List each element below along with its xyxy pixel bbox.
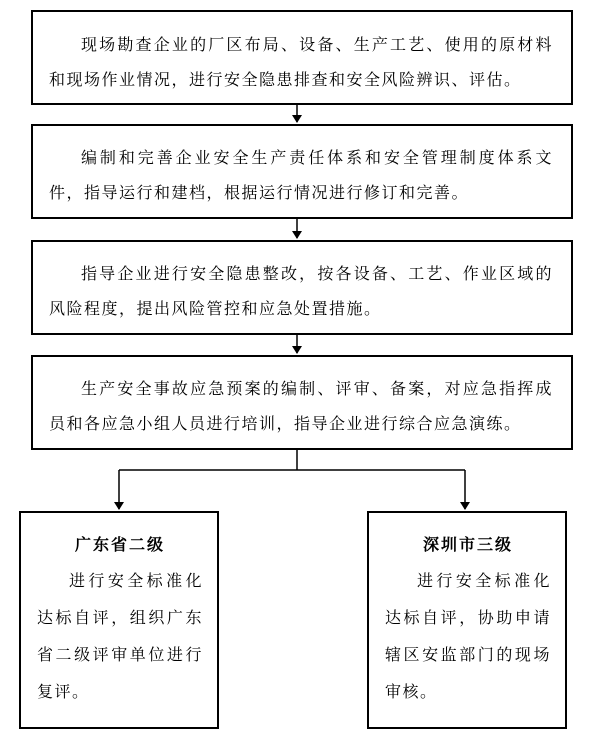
step-box-hazard-rectification [31, 240, 573, 335]
branch-text: 进行安全标准化达标自评，协助申请辖区安监部门的现场审核。 [385, 571, 551, 701]
branch-text: 进行安全标准化达标自评，组织广东省二级评审单位进行复评。 [37, 571, 203, 701]
step-text: 现场勘查企业的厂区布局、设备、生产工艺、使用的原材料和现场作业情况，进行安全隐患排查和安全风险辨识、评估。 [49, 35, 553, 89]
step-box-emergency-plan [31, 355, 573, 450]
step-box-site-survey [31, 10, 573, 105]
step-box-system-documents [31, 124, 573, 219]
step-text: 生产安全事故应急预案的编制、评审、备案，对应急指挥成员和各应急小组人员进行培训，指导企业进行综合应急演练。 [49, 379, 553, 433]
step-text: 指导企业进行安全隐患整改，按各设备、工艺、作业区域的风险程度，提出风险管控和应急处置措施。 [49, 264, 553, 318]
step-text: 编制和完善企业安全生产责任体系和安全管理制度体系文件，指导运行和建档，根据运行情况进行修订和完善。 [49, 148, 553, 202]
branch-title: 深圳市三级 [422, 535, 513, 554]
branch-box-shenzhen-level3 [367, 511, 567, 729]
branch-box-guangdong-level2 [19, 511, 219, 729]
branch-title: 广东省二级 [74, 535, 165, 554]
